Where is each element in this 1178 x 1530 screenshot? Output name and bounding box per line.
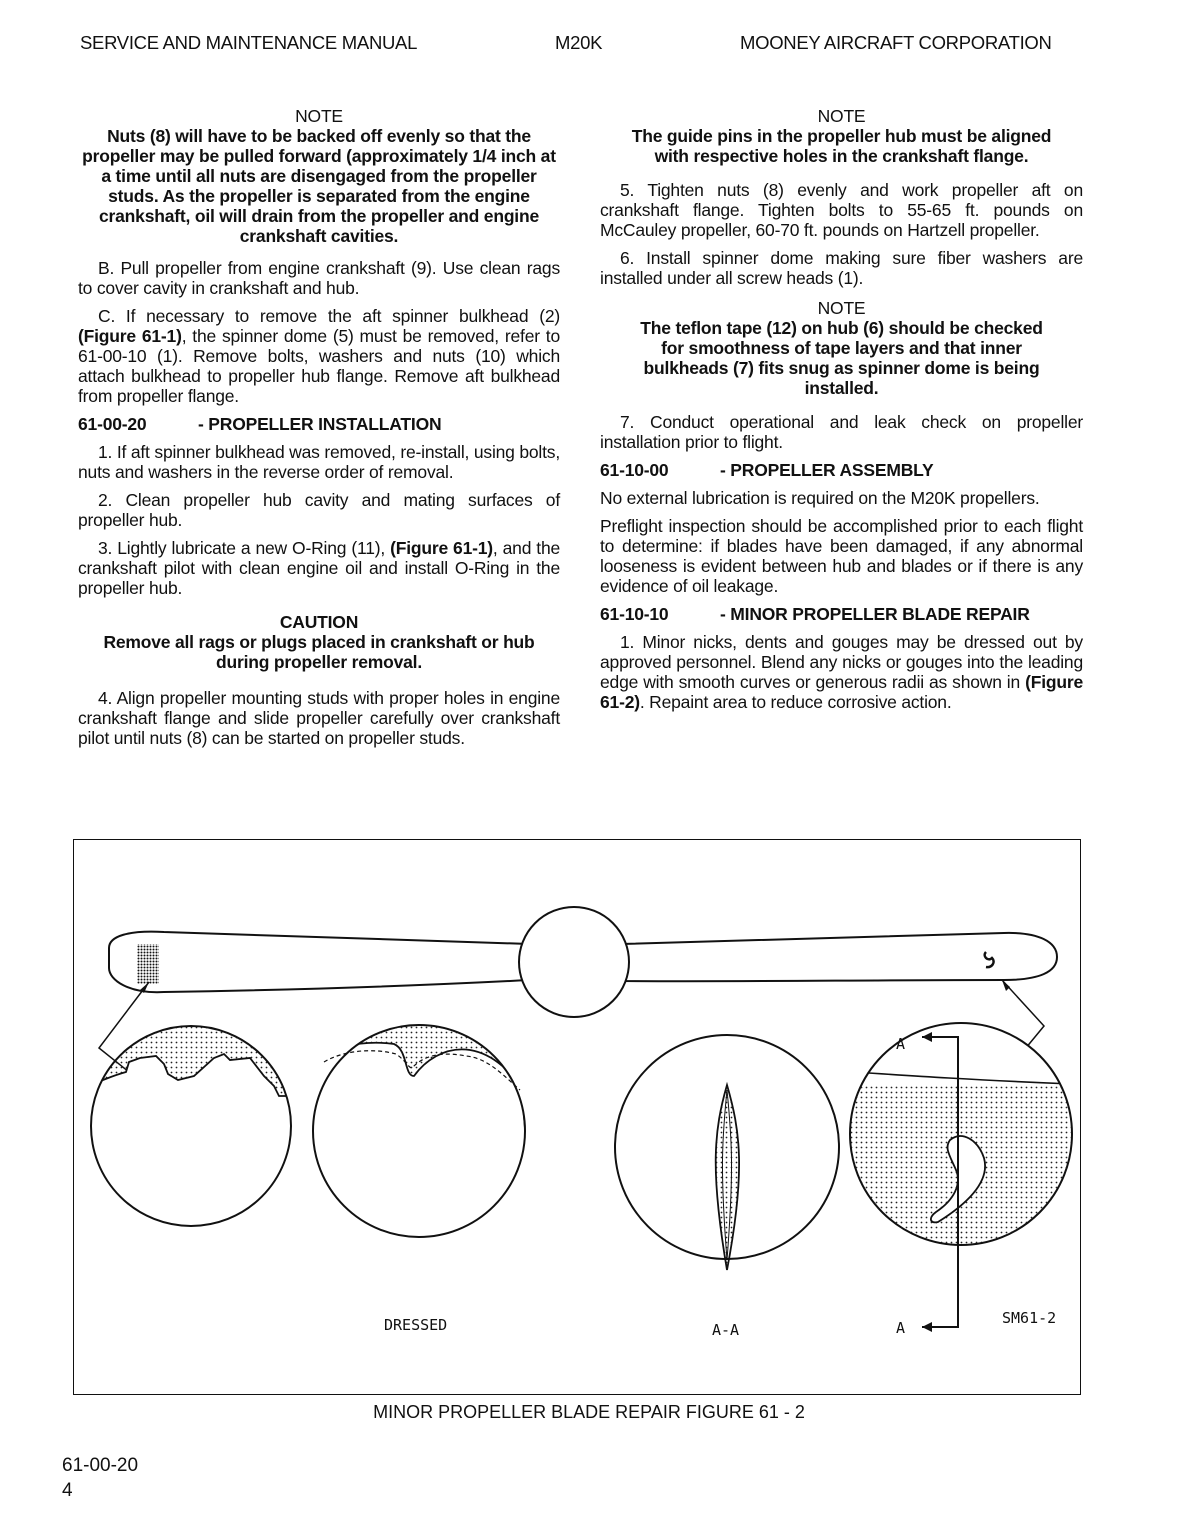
section-title: - PROPELLER ASSEMBLY — [720, 460, 934, 480]
repair-step-1 — [600, 632, 1083, 712]
install-step-3-text-cont: , and the crankshaft pilot with clean engine oil and install O-Ring in the propeller hub. — [78, 538, 561, 598]
detail-gouge — [850, 1020, 1072, 1337]
detail-dressed-edge — [304, 1020, 534, 1334]
step-c-text: C. If necessary to remove the aft spinner bulkhead (2) — [98, 306, 560, 326]
figure-caption: MINOR PROPELLER BLADE REPAIR FIGURE 61 - 2 — [373, 1402, 805, 1422]
step-b: B. Pull propeller from engine crankshaft (9). Use clean rags to cover cavity in crankshaft and hub. — [78, 258, 560, 298]
install-step-7: 7. Conduct operational and leak check on propeller installation prior to flight. — [600, 412, 1083, 452]
note-title: NOTE — [295, 106, 343, 126]
figure-ref-61-2: (Figure 61-2) — [600, 672, 1083, 712]
detail-section-a-a — [615, 1035, 839, 1339]
label-section-a-a: A-A — [712, 1321, 740, 1339]
figure-ref-61-1: (Figure 61-1) — [78, 326, 182, 346]
label-a-top: A — [896, 1035, 906, 1053]
note-title: NOTE — [817, 298, 866, 318]
left-column — [78, 106, 560, 756]
note-teflon-tape — [600, 298, 1083, 398]
header-model: M20K — [555, 32, 603, 53]
note-title: NOTE — [817, 106, 866, 126]
label-dressed: DRESSED — [384, 1316, 448, 1334]
propeller-repair-illustration — [74, 840, 1079, 1393]
right-column — [600, 106, 1083, 720]
caution-body: Remove all rags or plugs placed in crankshaft or hub during propeller removal. — [103, 632, 535, 672]
note-body: The guide pins in the propeller hub must be aligned with respective holes in the crankshaft flange. — [631, 126, 1052, 166]
section-number: 61-00-20 — [78, 414, 147, 434]
caution-title: CAUTION — [279, 612, 359, 632]
figure-ref-61-1: (Figure 61-1) — [390, 538, 493, 558]
step-c-text-cont: , the spinner dome (5) must be removed, refer to 61-00-10 (1). Remove bolts, washers and nuts (10) which attach bulkhead to propeller hub flange. Remove aft bulkhead from propeller flange. — [78, 326, 560, 406]
propeller-drawing — [109, 907, 1057, 1017]
section-minor-blade-repair — [600, 604, 1083, 624]
arrow-icon — [922, 1322, 932, 1332]
footer-page-number: 4 — [62, 1480, 73, 1501]
figure-61-2-frame — [73, 839, 1081, 1395]
note-body: The teflon tape (12) on hub (6) should be checked for smoothness of tape layers and that inner bulkheads (7) fits snug as spinner dome is being installed. — [640, 318, 1043, 398]
install-step-5: 5. Tighten nuts (8) evenly and work propeller aft on crankshaft flange. Tighten bolts to 55-65 ft. pounds on McCauley propeller, 60-70 ft. pounds on Hartzell propeller. — [600, 180, 1083, 240]
install-step-3-text: 3. Lightly lubricate a new O-Ring (11), — [98, 538, 391, 558]
label-figure-id: SM61-2 — [1002, 1309, 1057, 1327]
install-step-6: 6. Install spinner dome making sure fiber washers are installed under all screw heads (1). — [600, 248, 1083, 288]
note-nuts — [78, 106, 560, 246]
section-number: 61-10-00 — [600, 460, 669, 480]
install-step-3 — [78, 538, 560, 598]
header-manual-title: SERVICE AND MAINTENANCE MANUAL — [80, 32, 418, 53]
section-number: 61-10-10 — [600, 604, 669, 624]
caution-remove-rags — [78, 612, 560, 672]
install-step-2: 2. Clean propeller hub cavity and mating surfaces of propeller hub. — [78, 490, 560, 530]
repair-step-1-text-cont: . Repaint area to reduce corrosive action. — [639, 692, 952, 712]
section-propeller-installation — [78, 414, 560, 434]
arrow-icon — [1002, 980, 1010, 991]
note-guide-pins — [600, 106, 1083, 166]
nick-area-icon — [137, 944, 159, 984]
note-body: Nuts (8) will have to be backed off evenly so that the propeller may be pulled forward (approximately 1/4 inch at a time until all nuts are disengaged from the propeller studs. As the propeller is separated from the engine crankshaft, oil will drain from the propeller and engine crankshaft cavities. — [82, 126, 556, 246]
repair-step-1-text: 1. Minor nicks, dents and gouges may be dressed out by approved personnel. Blend any nicks or gouges into the leading edge with smooth curves or generous radii as shown in — [600, 632, 1083, 692]
step-c — [78, 306, 560, 406]
label-a-bottom: A — [896, 1319, 906, 1337]
install-step-4: 4. Align propeller mounting studs with proper holes in engine crankshaft flange and slide propeller carefully over crankshaft pilot until nuts (8) can be started on propeller studs. — [78, 688, 560, 748]
detail-nicked-edge — [79, 1020, 304, 1240]
section-title: - MINOR PROPELLER BLADE REPAIR — [720, 604, 1030, 624]
assembly-lubrication: No external lubrication is required on the M20K propellers. — [600, 488, 1040, 508]
assembly-preflight: Preflight inspection should be accomplished prior to each flight to determine: if blades have been damaged, if any abnormal looseness is evident between hub and blades or if there is any evidence of oil leakage. — [600, 516, 1083, 596]
footer-section-number: 61-00-20 — [62, 1455, 139, 1476]
header-company: MOONEY AIRCRAFT CORPORATION — [740, 32, 1052, 53]
section-title: - PROPELLER INSTALLATION — [198, 414, 442, 434]
section-propeller-assembly — [600, 460, 1083, 480]
install-step-1: 1. If aft spinner bulkhead was removed, re-install, using bolts, nuts and washers in the reverse order of removal. — [78, 442, 560, 482]
